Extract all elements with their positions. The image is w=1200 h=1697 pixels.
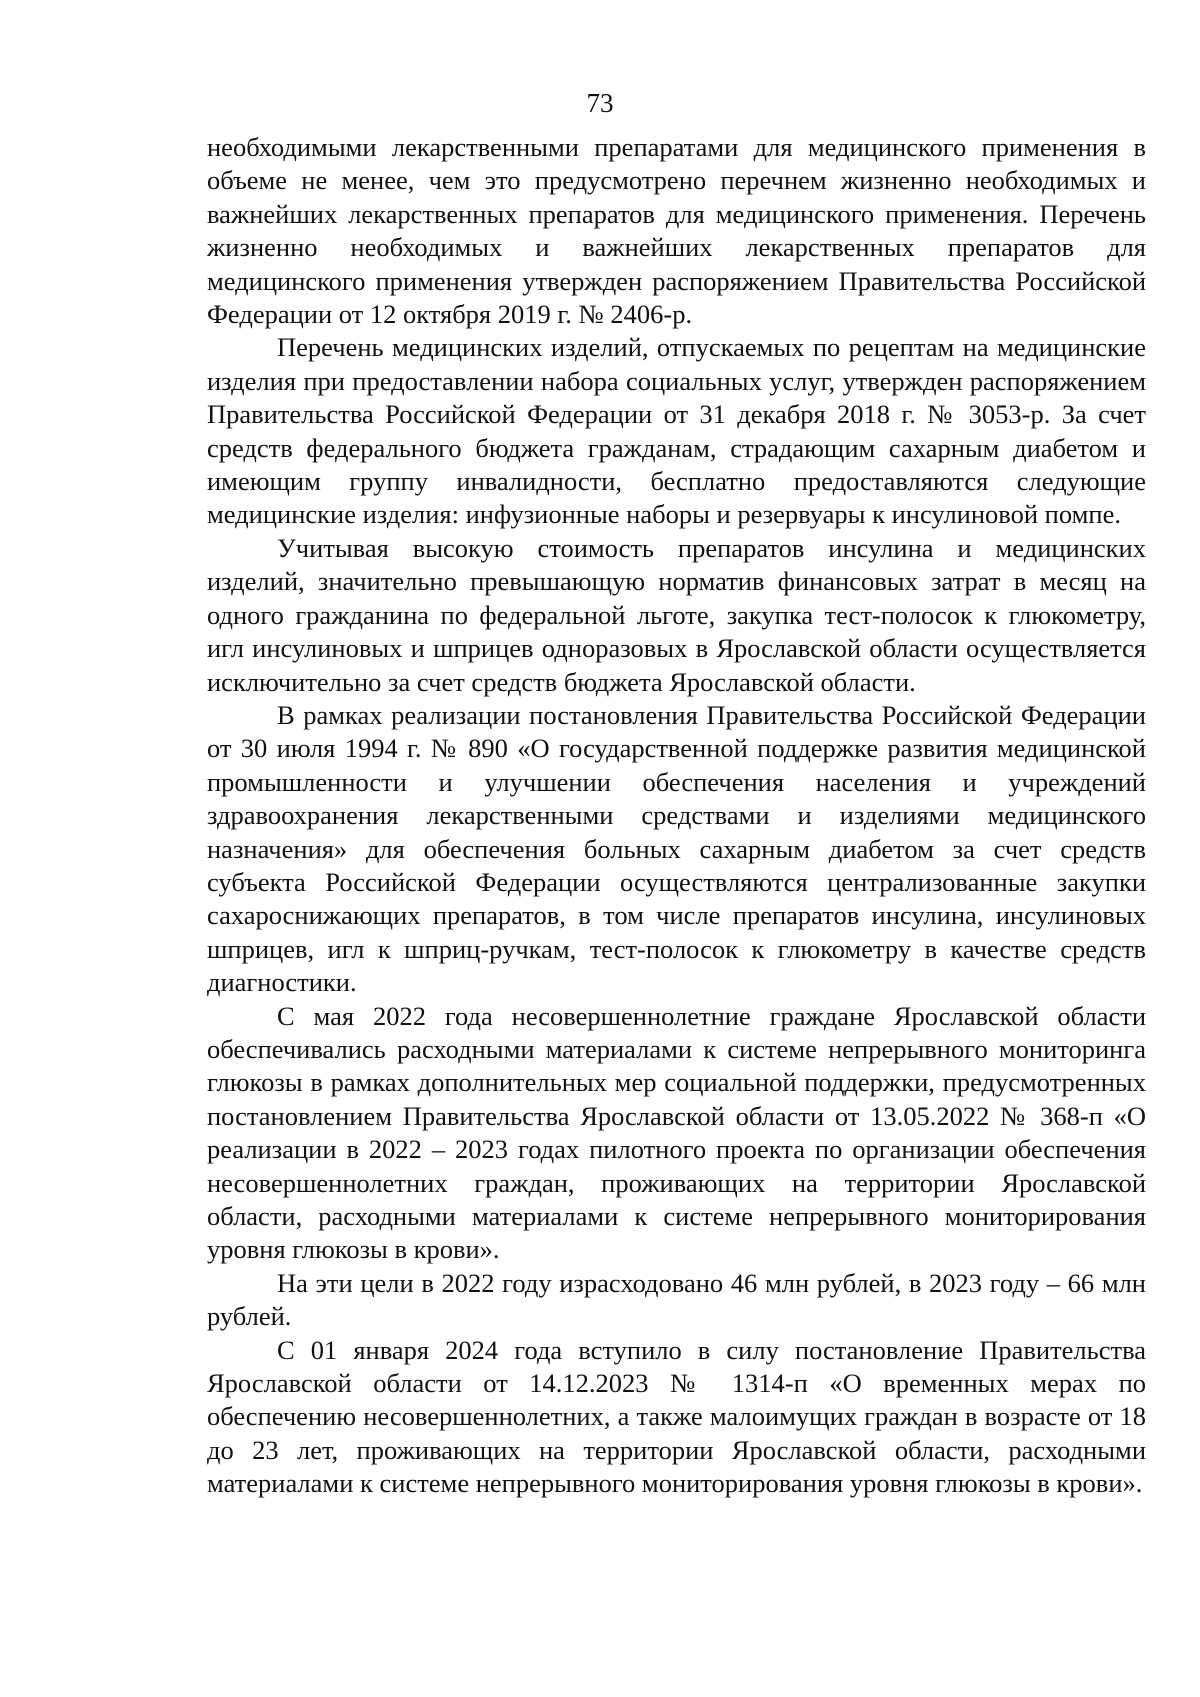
page-number: 73 (586, 88, 614, 118)
paragraph-continuation: необходимыми лекарственными препаратами для медицинского применения в объеме не менее, чем это предусмотрено перечнем жизненно необходимых и важнейших лекарственных препаратов для медицинского применения. Перечень жизненно необходимых и важнейших лекарственных препаратов для медицинского применения утвержден распоряжением Правительства Российской Федерации от 12 октября 2019 г. № 2406-р. (207, 132, 1146, 330)
paragraph-january-2024: С 01 января 2024 года вступило в силу постановление Правительства Ярославской области от 14.12.2023 № 1314-п «О временных мерах по обеспечению несовершеннолетних, а также малоимущих граждан в возрасте от 18 до 23 лет, проживающих на территории Ярославской области, расходными материалами к системе непрерывного мониторирования уровня глюкозы в крови». (207, 1334, 1146, 1499)
paragraph-spending: На эти цели в 2022 году израсходовано 46 млн рублей, в 2023 году – 66 млн рублей. (207, 1267, 1146, 1332)
paragraph-resolution-890: В рамках реализации постановления Правительства Российской Федерации от 30 июля 1994 г. № 890 «О государственной поддержке развития медицинской промышленности и улучшении обеспечения населения и учреждений здравоохранения лекарственными средствами и изделиями медицинского назначения» для обеспечения больных сахарным диабетом за счет средств субъекта Российской Федерации осуществляются централизованные закупки сахароснижающих препаратов, в том числе препаратов инсулина, инсулиновых шприцев, игл к шприц-ручкам, тест-полосок к глюкометру в качестве средств диагностики. (207, 699, 1146, 998)
paragraph-insulin-cost: Учитывая высокую стоимость препаратов инсулина и медицинских изделий, значительно превышающую норматив финансовых затрат в месяц на одного гражданина по федеральной льготе, закупка тест-полосок к глюкометру, игл инсулиновых и шприцев одноразовых в Ярославской области осуществляется исключительно за счет средств бюджета Ярославской области. (207, 532, 1146, 697)
paragraph-medical-devices: Перечень медицинских изделий, отпускаемых по рецептам на медицинские изделия при предоставлении набора социальных услуг, утвержден распоряжением Правительства Российской Федерации от 31 декабря 2018 г. № 3053-р. За счет средств федерального бюджета гражданам, страдающим сахарным диабетом и имеющим группу инвалидности, бесплатно предоставляются следующие медицинские изделия: инфузионные наборы и резервуары к инсулиновой помпе. (207, 332, 1146, 530)
paragraph-may-2022: С мая 2022 года несовершеннолетние граждане Ярославской области обеспечивались расходными материалами к системе непрерывного мониторинга глюкозы в рамках дополнительных мер социальной поддержки, предусмотренных постановлением Правительства Ярославской области от 13.05.2022 № 368-п «О реализации в 2022 – 2023 годах пилотного проекта по организации обеспечения несовершеннолетних граждан, проживающих на территории Ярославской области, расходными материалами к системе непрерывного мониторирования уровня глюкозы в крови». (207, 1000, 1146, 1265)
document-body (207, 131, 1146, 1501)
